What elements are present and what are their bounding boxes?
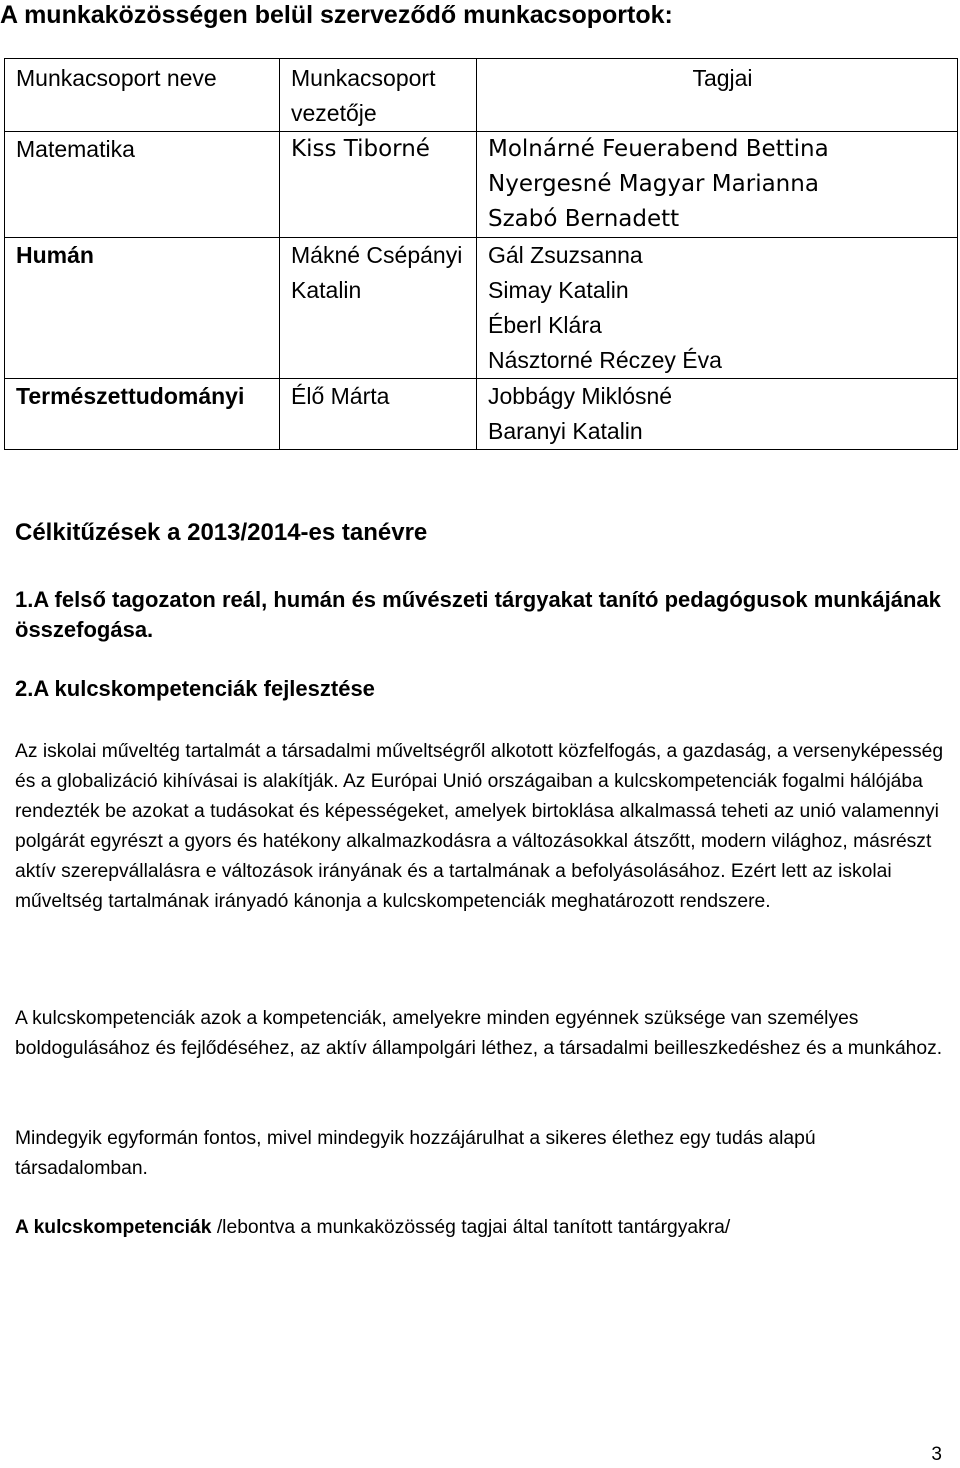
- breakdown-note: /lebontva a munkaközösség tagjai által tanított tantárgyakra/: [211, 1217, 731, 1238]
- header-group-name: Munkacsoport neve: [5, 59, 280, 132]
- goal-2: 2.A kulcskompetenciák fejlesztése: [15, 676, 375, 701]
- group-name: Humán: [5, 238, 280, 379]
- group-name: Természettudományi: [5, 379, 280, 450]
- group-name: Matematika: [5, 132, 280, 238]
- page-number: 3: [931, 1444, 942, 1465]
- table-row: [5, 238, 958, 379]
- header-group-leader: Munkacsoport vezetője: [280, 59, 477, 132]
- member: Éberl Klára: [488, 312, 602, 338]
- paragraph-competence-context: Az iskolai műveltég tartalmát a társadalmi műveltségről alkotott közfelfogás, a gazdaság, a versenyképesség és a globalizáció kihívásai is alakítják. Az Európai Unió országaiban a kulcskompetenciák fogalmi hálójába rendezték be azokat a tudásokat és képességeket, amelyek birtoklása alkalmassá teheti az unió valamennyi polgárát egyrészt a gyors és hatékony alkalmazkodásra a változásokkal átszőtt, modern világhoz, másrészt aktív szerepvállalásra e változások irányának és a tartalmának a befolyásolásához. Ezért lett az iskolai műveltség tartalmának irányadó kánonja a kulcskompetenciák meghatározott rendszere.: [15, 741, 944, 912]
- header-members: Tagjai: [477, 59, 958, 132]
- member: Simay Katalin: [488, 277, 629, 303]
- section-heading: A munkaközösségen belül szerveződő munkacsoportok:: [0, 1, 673, 29]
- member: Nyergesné Magyar Marianna: [488, 171, 819, 197]
- group-members: [477, 379, 958, 450]
- group-leader: Élő Márta: [280, 379, 477, 450]
- work-groups-table: [4, 58, 958, 450]
- goals-title: Célkitűzések a 2013/2014-es tanévre: [15, 519, 428, 546]
- paragraph-competence-definition: A kulcskompetenciák azok a kompetenciák, amelyekre minden egyénnek szüksége van személyes boldogulásához és fejlődéséhez, az aktív állampolgári léthez, a társadalmi beilleszkedéshez és a munkához.: [15, 1008, 943, 1059]
- member: Gál Zsuzsanna: [488, 242, 643, 268]
- group-members: [477, 238, 958, 379]
- table-row: [5, 379, 958, 450]
- member: Szabó Bernadett: [488, 206, 680, 232]
- group-leader: Kiss Tiborné: [280, 132, 477, 238]
- member: Baranyi Katalin: [488, 418, 643, 444]
- paragraph-competence-importance: Mindegyik egyformán fontos, mivel mindegyik hozzájárulhat a sikeres élethez egy tudás alapú társadalomban.: [15, 1128, 816, 1179]
- member: Molnárné Feuerabend Bettina: [488, 136, 829, 162]
- group-members: [477, 132, 958, 238]
- group-leader: Mákné Csépányi Katalin: [280, 238, 477, 379]
- table-row: [5, 132, 958, 238]
- member: Násztorné Réczey Éva: [488, 347, 722, 373]
- member: Jobbágy Miklósné: [488, 383, 673, 409]
- paragraph-competence-breakdown: [15, 1213, 945, 1243]
- breakdown-title: A kulcskompetenciák: [15, 1217, 212, 1238]
- table-header-row: [5, 59, 958, 132]
- goal-1: 1.A felső tagozaton reál, humán és művészeti tárgyakat tanító pedagógusok munkájának összefogása.: [15, 587, 941, 642]
